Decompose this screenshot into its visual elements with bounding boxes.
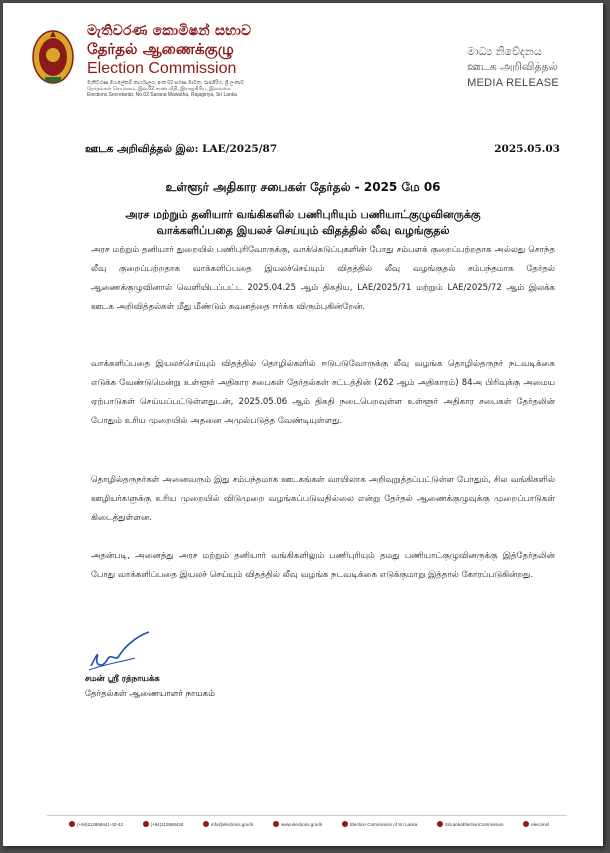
footer-fax-text: (+94)112868426 — [150, 821, 184, 827]
footer-fax[interactable] — [143, 821, 184, 827]
facebook-icon — [342, 821, 348, 827]
footer-email-text: info@elections.gov.lk — [211, 821, 254, 827]
web-icon — [273, 821, 279, 827]
media-release-tamil: ஊடக அறிவித்தல் — [467, 60, 558, 73]
letterhead — [3, 3, 603, 128]
footer-youtube[interactable] — [437, 821, 504, 827]
footer-facebook-text: Election Commission of Sri Lanka — [349, 821, 418, 827]
media-release-sinhala: මාධ්‍ය නිවේදනය — [467, 45, 542, 58]
fax-icon — [143, 821, 149, 827]
phone-icon — [69, 821, 75, 827]
footer-email[interactable] — [203, 821, 253, 827]
org-name-sinhala: මැතිවරණ කොමිෂන් සභාව — [87, 23, 252, 39]
address-line-tamil: தேர்தல்கள் செயலகம், இல.02 சரண வீதி, இராஜகிரிய, இலங்கை — [87, 86, 231, 92]
document-subtitle — [3, 207, 603, 239]
footer-twitter[interactable] — [523, 821, 549, 827]
reference-number: ஊடக அறிவித்தல் இல: LAE/2025/87 — [85, 143, 278, 155]
twitter-icon — [523, 821, 529, 827]
address-line-english: Elections Secretariat, No.02 Sarana Mawatha, Rajagiriya, Sri Lanka — [87, 92, 238, 98]
state-emblem-icon — [31, 25, 75, 85]
body-paragraph: வாக்களிப்பதை இயலச்செய்யும் விதத்தில் தொழில்களில் ஈடுபடுவோருக்கு லீவு வழங்க தொழில்தருநர் நடவடிக்கை எடுக்க வேண்டுமென்று உள்ளூர் அதிகார சபைகள் தேர்தல்கள் சட்டத்தின் (262 ஆம் அதிகாரம்) 84அ பிரிவுக்கு அமைய ஏற்பாடுகள் செய்யப்பட்டுள்ளதுடன், 2025.05.06 ஆம் திகதி நடைபெறவுள்ள உள்ளூர் அதிகார சபைகள் தேர்தலின் போதும் உரிய முறையில் அதனை அமுல்படுத்த வேண்டியுள்ளது. — [91, 359, 555, 426]
org-name-tamil: தேர்தல் ஆணைக்குழு — [87, 40, 234, 58]
media-release-label — [467, 45, 559, 89]
document-page — [3, 3, 603, 846]
footer-website[interactable] — [273, 821, 322, 827]
body-paragraph: அதன்படி, அனைத்து அரச மற்றும் தனியார் வங்கிகளிலும் பணிபுரியும் தமது பணியாட்குழுவினருக்கு இத்தேர்தலின் போது வாக்களிப்பதை இயலச் செய்யும் விதத்தில் லீவு வழங்க நடவடிக்கை எடுக்குமாறு இத்தால் கோரப்படுகின்றது. — [91, 551, 555, 580]
email-icon — [203, 821, 209, 827]
release-date: 2025.05.03 — [494, 143, 560, 155]
footer-phone[interactable] — [69, 821, 123, 827]
signatory-title: தேர்தல்கள் ஆணையாளர் நாயகம் — [85, 689, 216, 699]
body-paragraph: அரச மற்றும் தனியார் துறையில் பணிபுரிவோருக்கு, வாக்கெடுப்புகளின் போது சம்பளக் குறைப்பற்றதாக அல்லது சொந்த லீவு குறைப்பற்றதாக வாக்களிப்பதை இயலச்செய்யும் விதத்தில் லீவு வழங்குதல் சம்பந்தமாக தேர்தல் ஆணைக்குழுவினால் வெளியிடப்பட்ட 2025.04.25 ஆம் திகதிய, LAE/2025/71 மற்றும் LAE/2025/72 ஆம் இலக்க ஊடக அறிவித்தல்கள் மீது மீண்டும் கவனத்தை ஈர்க்க விரும்புகின்றேன். — [91, 245, 555, 312]
address-line-sinhala: මැතිවරණ මහලේකම් කාර්යාලය, අංක 02 සරණ මාවත, රාජගිරිය, ශ්‍රී ලංකාව — [87, 80, 245, 86]
footer-youtube-text: SriLankaElectionCommission — [444, 821, 504, 827]
contact-footer — [69, 821, 549, 827]
org-address — [87, 80, 277, 98]
body-paragraph: தொழில்தருநர்கள் அனைவரும் இது சம்பந்தமாக ஊடகங்கள் வாயிலாக அறிவுறுத்தப்பட்டுள்ள போதும், சில வங்கிகளில் ஊழியர்களுக்கு உரிய முறையில் விடுமுறை வழங்கப்படுவதில்லை என்று தேர்தல் ஆணைக்குழுவுக்கு முறைப்பாடுகள் கிடைத்துள்ளன. — [91, 475, 555, 523]
subtitle-line: வாக்களிப்பதை இயலச் செய்யும் விதத்தில் லீவு வழங்குதல் — [156, 224, 450, 237]
handwritten-signature — [85, 628, 155, 673]
signatory-name: சமன் ஸ்ரீ ரத்நாயக்க — [85, 674, 160, 684]
footer-facebook[interactable] — [342, 821, 417, 827]
org-name-english: Election Commission — [87, 60, 237, 77]
media-release-english: MEDIA RELEASE — [467, 77, 559, 89]
footer-divider — [47, 815, 567, 816]
document-title: உள்ளூர் அதிகார சபைகள் தேர்தல் - 2025 மே 06 — [165, 180, 441, 194]
footer-twitter-text: elecomsl — [531, 821, 549, 827]
footer-website-text: www.elections.gov.lk — [281, 821, 323, 827]
footer-phone-text: (+94)112868441-42-43 — [77, 821, 123, 827]
subtitle-line: அரச மற்றும் தனியார் வங்கிகளில் பணிபுரியும் பணியாட்குழுவினருக்கு — [125, 208, 481, 221]
youtube-icon — [437, 821, 443, 827]
